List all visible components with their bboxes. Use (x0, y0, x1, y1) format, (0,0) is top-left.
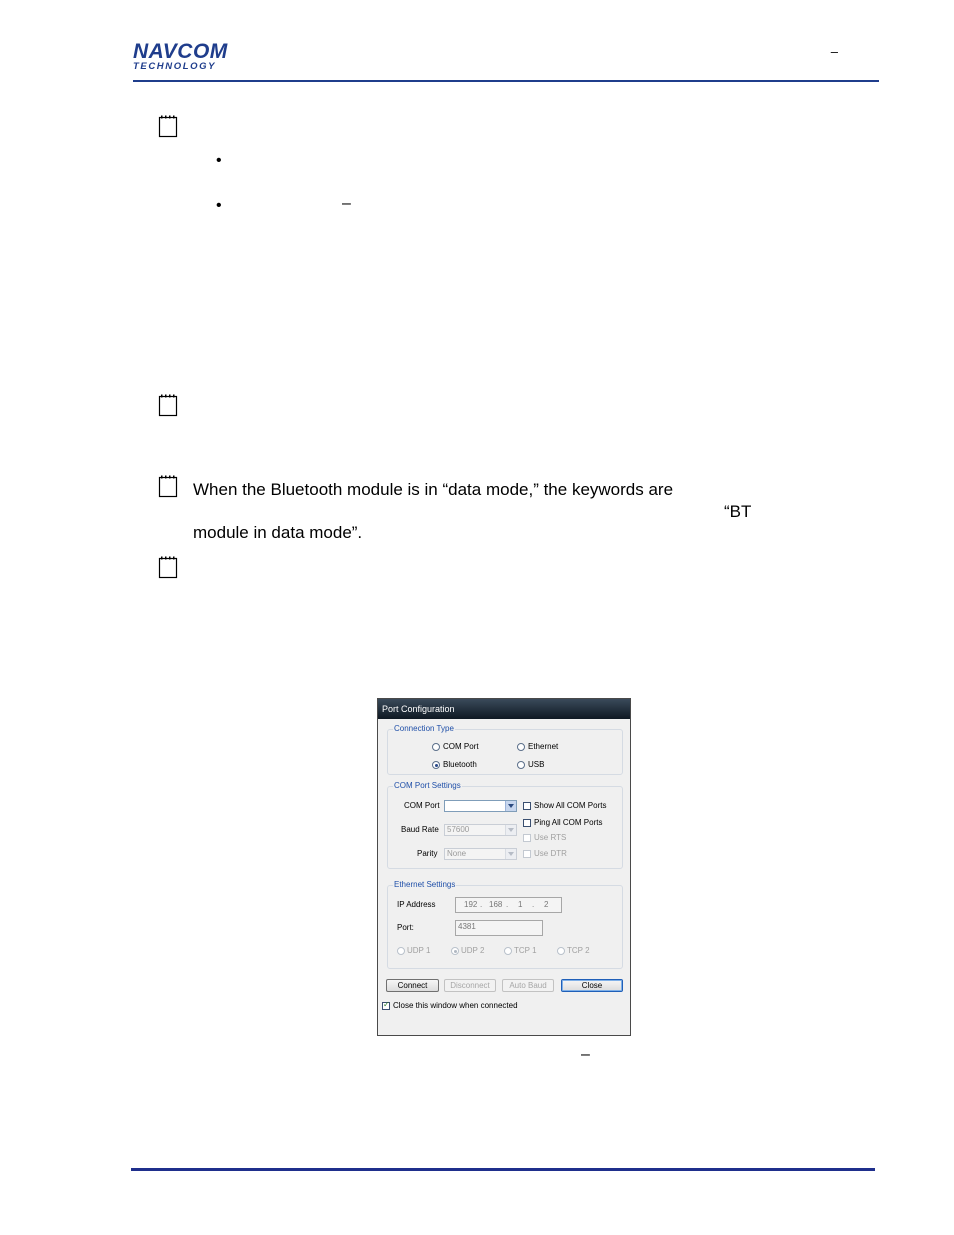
radio-bluetooth-label: Bluetooth (443, 760, 477, 769)
com-port-settings-group (387, 781, 623, 869)
bullet-2-dash: – (342, 195, 351, 212)
logo-line-1: NAVCOM (133, 40, 228, 63)
radio-bluetooth[interactable] (432, 761, 440, 769)
parity-value: None (447, 849, 467, 858)
show-all-com-ports-label: Show All COM Ports (534, 801, 607, 810)
port-label: Port: (397, 923, 414, 932)
radio-com-port[interactable] (432, 743, 440, 751)
port-value: 4381 (458, 922, 476, 931)
radio-tcp-1-label: TCP 1 (514, 946, 537, 955)
radio-ethernet[interactable] (517, 743, 525, 751)
com-port-label: COM Port (404, 801, 440, 810)
ip-octet-1: 192 (464, 900, 478, 909)
ping-all-com-ports-checkbox[interactable] (523, 819, 531, 827)
radio-tcp-2-label: TCP 2 (567, 946, 590, 955)
close-when-connected-label: Close this window when connected (393, 1001, 518, 1010)
radio-usb[interactable] (517, 761, 525, 769)
use-rts-label: Use RTS (534, 833, 567, 842)
connection-type-label: Connection Type (394, 724, 454, 733)
use-dtr-checkbox[interactable] (523, 850, 531, 858)
footer-rule (131, 1168, 875, 1171)
radio-udp-1-label: UDP 1 (407, 946, 431, 955)
radio-udp-1[interactable] (397, 947, 405, 955)
disconnect-button[interactable]: Disconnect (444, 979, 496, 992)
radio-usb-label: USB (528, 760, 545, 769)
parity-label: Parity (417, 849, 438, 858)
radio-udp-2-label: UDP 2 (461, 946, 485, 955)
close-when-connected-checkbox[interactable] (382, 1002, 390, 1010)
connection-type-group (387, 724, 623, 775)
chevron-down-icon[interactable] (505, 849, 516, 859)
port-field[interactable] (455, 920, 543, 936)
header-rule (133, 80, 879, 82)
radio-com-port-label: COM Port (443, 742, 479, 751)
dialog-title: Port Configuration (378, 699, 630, 719)
use-rts-checkbox[interactable] (523, 834, 531, 842)
ip-dot: . (480, 900, 483, 909)
com-port-select[interactable] (444, 800, 517, 812)
radio-udp-2[interactable] (451, 947, 459, 955)
note-bluetooth-line-2: module in data mode”. (193, 523, 363, 542)
radio-tcp-2[interactable] (557, 947, 565, 955)
ip-address-label: IP Address (397, 900, 436, 909)
notepad-icon (158, 556, 178, 579)
ip-octet-4: 2 (544, 900, 549, 909)
show-all-com-ports-checkbox[interactable] (523, 802, 531, 810)
connect-button[interactable]: Connect (386, 979, 439, 992)
ip-octet-2: 168 (489, 900, 503, 909)
note-bluetooth-data-mode: When the Bluetooth module is in “data mode,” the keywords are (193, 480, 674, 499)
baud-rate-label: Baud Rate (401, 825, 439, 834)
com-port-settings-label: COM Port Settings (394, 781, 461, 790)
close-button[interactable]: Close (561, 979, 623, 992)
ethernet-settings-label: Ethernet Settings (394, 880, 456, 889)
ip-dot: . (532, 900, 535, 909)
notepad-icon (158, 475, 178, 498)
chevron-down-icon[interactable] (505, 825, 516, 835)
auto-baud-button[interactable]: Auto Baud (502, 979, 554, 992)
port-configuration-dialog (377, 698, 631, 1036)
parity-select[interactable] (444, 848, 517, 860)
ping-all-com-ports-label: Ping All COM Ports (534, 818, 603, 827)
header-dash: – (830, 44, 838, 59)
bullet-2: • (216, 197, 222, 214)
bullet-1: • (216, 152, 222, 169)
radio-ethernet-label: Ethernet (528, 742, 559, 751)
notepad-icon (158, 394, 178, 417)
chevron-down-icon[interactable] (505, 801, 516, 811)
ip-address-field[interactable] (455, 897, 562, 913)
baud-rate-value: 57600 (447, 825, 470, 834)
caption-dash: – (581, 1046, 590, 1063)
ip-octet-3: 1 (518, 900, 523, 909)
navcom-logo (133, 42, 255, 70)
notepad-icon (158, 115, 178, 138)
baud-rate-select[interactable] (444, 824, 517, 836)
ethernet-settings-group (387, 880, 623, 969)
use-dtr-label: Use DTR (534, 849, 567, 858)
note-bt-quote: “BT (724, 502, 752, 521)
logo-line-2: TECHNOLOGY (133, 61, 217, 72)
ip-dot: . (506, 900, 509, 909)
radio-tcp-1[interactable] (504, 947, 512, 955)
